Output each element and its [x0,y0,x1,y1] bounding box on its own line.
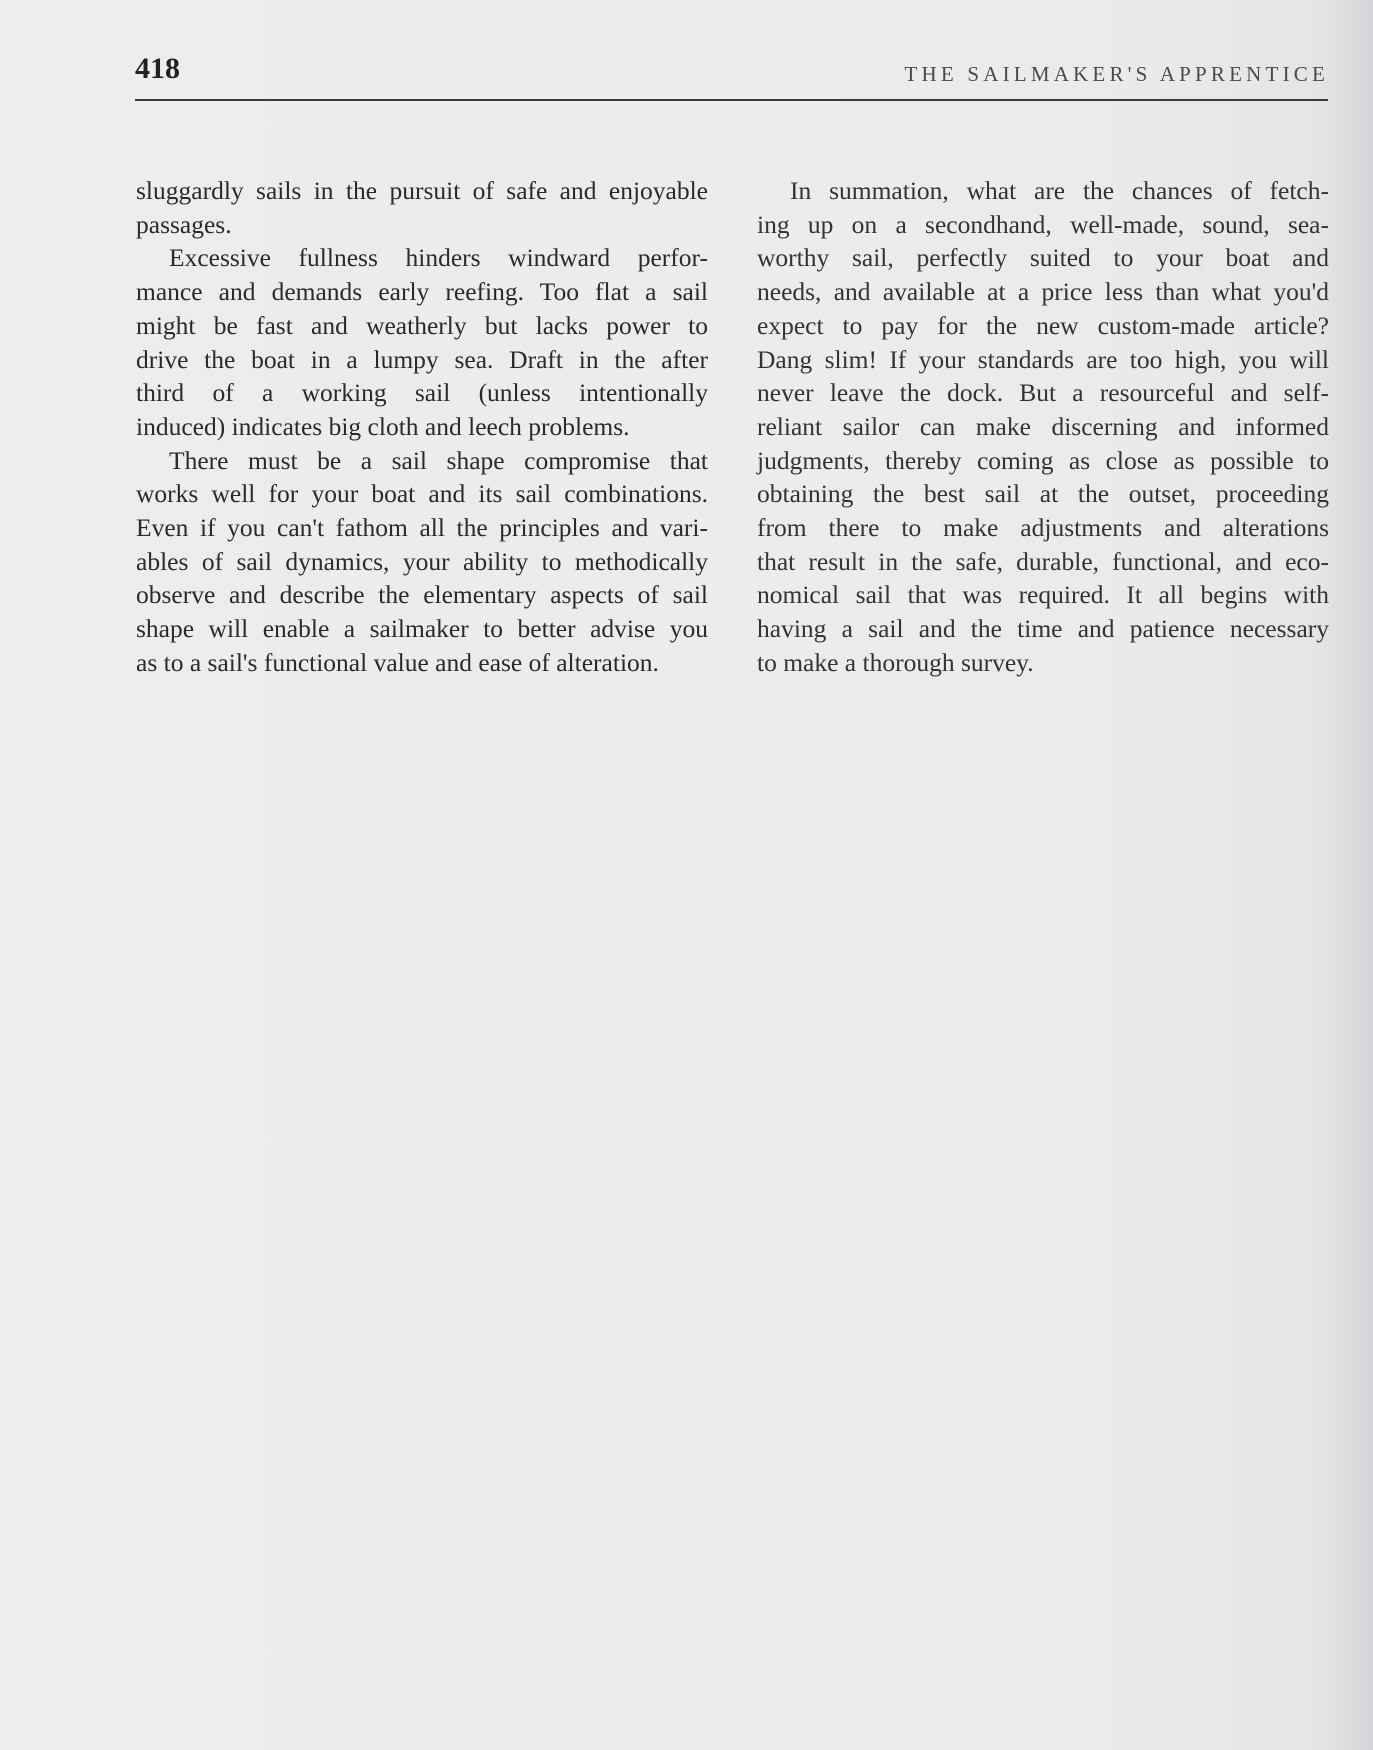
paragraph [757,174,1329,680]
right-column [757,174,1329,680]
text-line: shape will enable a sailmaker to better advise you [136,614,708,644]
text-line: never leave the dock. But a resourceful and self- [757,378,1329,408]
text-line: obtaining the best sail at the outset, proceeding [757,479,1329,509]
paragraph [136,444,708,680]
left-column [136,174,708,680]
text-line: might be fast and weatherly but lacks power to [136,310,708,340]
text-line: drive the boat in a lumpy sea. Draft in the after [136,344,708,374]
text-line: needs, and available at a price less than what you'd [757,277,1329,307]
text-line: In summation, what are the chances of fetch- [790,176,1329,205]
page-number: 418 [135,52,180,85]
text-line: from there to make adjustments and alterations [757,513,1329,543]
text-line: third of a working sail (unless intentionally [136,378,708,408]
text-line: having a sail and the time and patience necessary [757,614,1329,644]
text-line: that result in the safe, durable, functional, and eco- [757,546,1329,576]
text-line: worthy sail, perfectly suited to your boat and [757,243,1329,273]
text-line: mance and demands early reefing. Too flat a sail [136,277,708,307]
text-line: Even if you can't fathom all the principles and vari- [136,513,708,543]
text-line: sluggardly sails in the pursuit of safe and enjoyable [136,176,708,205]
header-rule [135,99,1328,101]
text-line: expect to pay for the new custom-made article? [757,310,1329,340]
text-line: There must be a sail shape compromise that [169,445,708,475]
paragraph [136,241,708,443]
text-line: ables of sail dynamics, your ability to methodically [136,546,708,576]
text-line: works well for your boat and its sail combinations. [136,479,708,509]
text-line: nomical sail that was required. It all begins with [757,580,1329,610]
text-line: Excessive fullness hinders windward perfor- [169,243,708,273]
paragraph [136,174,708,241]
text-line: judgments, thereby coming as close as possible to [757,445,1329,475]
text-line: Dang slim! If your standards are too high, you will [757,344,1329,374]
text-line: to make a thorough survey. [757,647,1034,677]
text-line: induced) indicates big cloth and leech problems. [136,411,630,441]
text-line: passages. [136,209,232,239]
running-title: THE SAILMAKER'S APPRENTICE [904,62,1329,86]
text-line: ing up on a secondhand, well-made, sound, sea- [757,209,1329,239]
text-line: reliant sailor can make discerning and informed [757,411,1329,441]
text-line: observe and describe the elementary aspects of sail [136,580,708,610]
text-line: as to a sail's functional value and ease of alteration. [136,647,659,677]
